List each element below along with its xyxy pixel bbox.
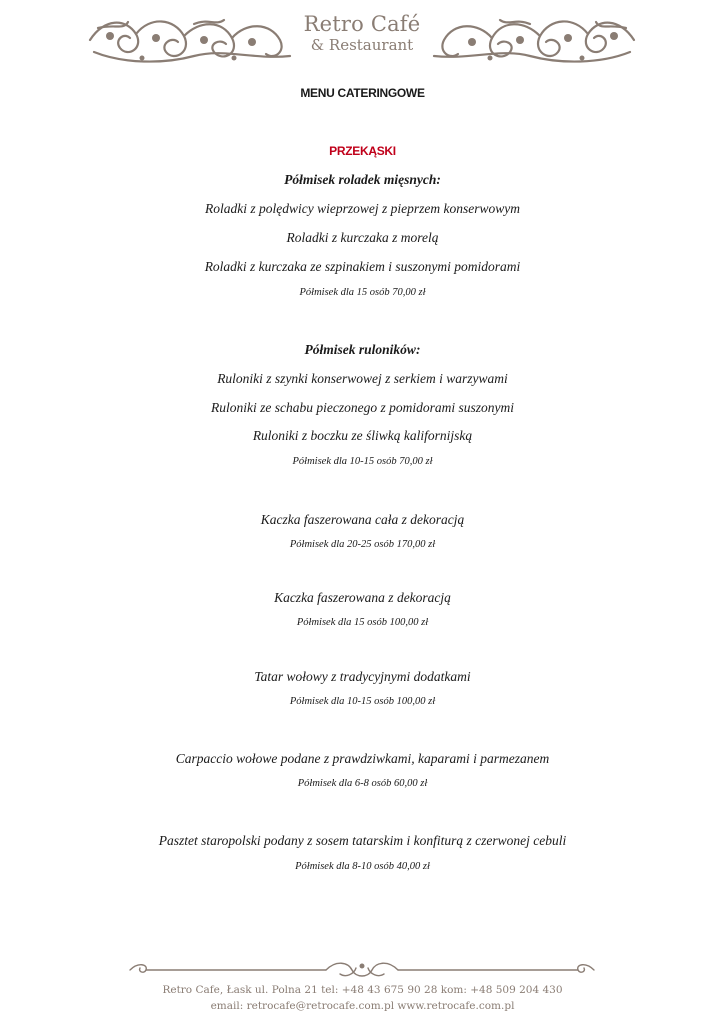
menu-item: Roladki z kurczaka z morelą xyxy=(286,230,439,245)
menu-item: Kaczka faszerowana z dekoracją xyxy=(274,590,451,605)
item-price: Półmisek dla 10-15 osób 70,00 zł xyxy=(292,456,433,467)
menu-item: Ruloniki z boczku ze śliwką kalifornijską xyxy=(252,428,473,443)
footer-ornament-icon xyxy=(126,958,598,978)
brand-subtitle: & Restaurant xyxy=(310,36,414,54)
menu-item: Roladki z polędwicy wieprzowej z pieprzem konserwowym xyxy=(205,201,520,216)
section-heading: PRZEKĄSKI xyxy=(329,144,396,158)
brand-logo xyxy=(296,12,428,54)
item-price: Półmisek dla 15 osób 70,00 zł xyxy=(299,287,426,298)
menu-item: Roladki z kurczaka ze szpinakiem i suszonymi pomidorami xyxy=(204,259,521,274)
footer-contact: email: retrocafe@retrocafe.com.pl www.retrocafe.com.pl xyxy=(210,1000,515,1012)
menu-item: Ruloniki z szynki konserwowej z serkiem i warzywami xyxy=(217,371,508,386)
menu-item: Carpaccio wołowe podane z prawdziwkami, kaparami i parmezanem xyxy=(175,751,550,766)
item-price: Półmisek dla 10-15 osób 100,00 zł xyxy=(289,696,436,707)
group-heading: Półmisek roladek mięsnych: xyxy=(284,172,441,187)
menu-item: Tatar wołowy z tradycyjnymi dodatkami xyxy=(254,669,471,684)
menu-item: Kaczka faszerowana cała z dekoracją xyxy=(260,512,465,527)
group-heading: Półmisek ruloników: xyxy=(304,342,421,357)
footer-address: Retro Cafe, Łask ul. Polna 21 tel: +48 43 675 90 28 kom: +48 509 204 430 xyxy=(162,984,563,996)
item-price: Półmisek dla 6-8 osób 60,00 zł xyxy=(297,778,428,789)
menu-item: Ruloniki ze schabu pieczonego z pomidorami suszonymi xyxy=(211,400,514,415)
ornament-left-icon xyxy=(84,12,296,68)
item-price: Półmisek dla 20-25 osób 170,00 zł xyxy=(289,539,436,550)
brand-name: Retro Café xyxy=(303,12,421,36)
page-header xyxy=(84,8,640,70)
ornament-right-icon xyxy=(428,12,640,68)
item-price: Półmisek dla 8-10 osób 40,00 zł xyxy=(295,861,430,872)
menu-item: Pasztet staropolski podany z sosem tatarskim i konfiturą z czerwonej cebuli xyxy=(158,833,567,848)
item-price: Półmisek dla 15 osób 100,00 zł xyxy=(296,617,429,628)
menu-title: MENU CATERINGOWE xyxy=(300,86,425,100)
